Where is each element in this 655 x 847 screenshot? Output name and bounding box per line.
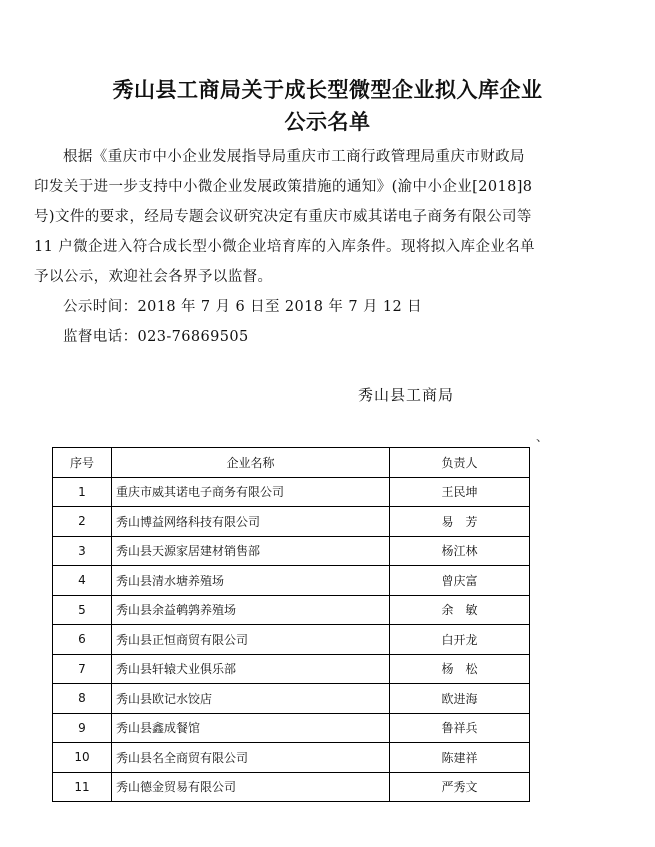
document-body [34,142,626,352]
paragraph-line: 予以公示，欢迎社会各界予以监督。 [34,269,273,285]
row-company: 秀山县欧记水饺店 [112,684,390,714]
row-index: 2 [53,507,112,537]
row-company: 秀山博益网络科技有限公司 [112,507,390,537]
header-person: 负责人 [390,448,530,478]
header-company: 企业名称 [112,448,390,478]
row-person: 杨 松 [390,654,530,684]
document-title-line2: 公示名单 [284,110,371,134]
table-row [53,654,530,684]
notice-paragraph [34,142,626,292]
row-index: 6 [53,625,112,655]
table-row [53,684,530,714]
header-index: 序号 [53,448,112,478]
row-index: 8 [53,684,112,714]
paragraph-line: 根据《重庆市中小企业发展指导局重庆市工商行政管理局重庆市财政局 [63,149,525,165]
table-row [53,713,530,743]
row-company: 秀山县名全商贸有限公司 [112,743,390,773]
supervision-phone: 监督电话：023-76869505 [63,329,249,345]
stray-mark: 、 [536,430,549,444]
row-company: 秀山德金贸易有限公司 [112,772,390,802]
table-row [53,477,530,507]
issuer-signature: 秀山县工商局 [358,386,455,404]
table-row [53,743,530,773]
row-company: 秀山县清水塘养殖场 [112,566,390,596]
row-person: 曾庆富 [390,566,530,596]
row-index: 4 [53,566,112,596]
row-person: 鲁祥兵 [390,713,530,743]
row-company: 秀山县轩辕犬业俱乐部 [112,654,390,684]
row-company: 秀山县正恒商贸有限公司 [112,625,390,655]
row-person: 陈建祥 [390,743,530,773]
row-person: 欧进海 [390,684,530,714]
row-person: 易 芳 [390,507,530,537]
table-row [53,625,530,655]
row-index: 1 [53,477,112,507]
table-header-row [53,448,530,478]
row-company: 秀山县余益鹌鹑养殖场 [112,595,390,625]
row-person: 余 敏 [390,595,530,625]
table-row [53,595,530,625]
row-index: 9 [53,713,112,743]
paragraph-line: 11 户微企进入符合成长型小微企业培育库的入库条件。现将拟入库企业名单 [34,239,536,255]
row-company: 秀山县天源家居建材销售部 [112,536,390,566]
row-person: 杨江林 [390,536,530,566]
table-row [53,507,530,537]
paragraph-line: 印发关于进一步支持中小微企业发展政策措施的通知》(渝中小企业[2018]8 [34,179,533,195]
row-index: 10 [53,743,112,773]
table-row [53,772,530,802]
paragraph-line: 号)文件的要求，经局专题会议研究决定有重庆市威其诺电子商务有限公司等 [34,209,532,225]
row-index: 5 [53,595,112,625]
row-person: 白开龙 [390,625,530,655]
enterprise-table [52,447,530,802]
row-index: 7 [53,654,112,684]
table-row [53,566,530,596]
row-person: 严秀文 [390,772,530,802]
row-company: 秀山县鑫成餐馆 [112,713,390,743]
row-person: 王民坤 [390,477,530,507]
document-title-line1: 秀山县工商局关于成长型微型企业拟入库企业 [112,78,543,102]
publicity-time: 公示时间：2018 年 7 月 6 日至 2018 年 7 月 12 日 [63,299,423,315]
row-index: 11 [53,772,112,802]
table-row [53,536,530,566]
row-index: 3 [53,536,112,566]
row-company: 重庆市威其诺电子商务有限公司 [112,477,390,507]
